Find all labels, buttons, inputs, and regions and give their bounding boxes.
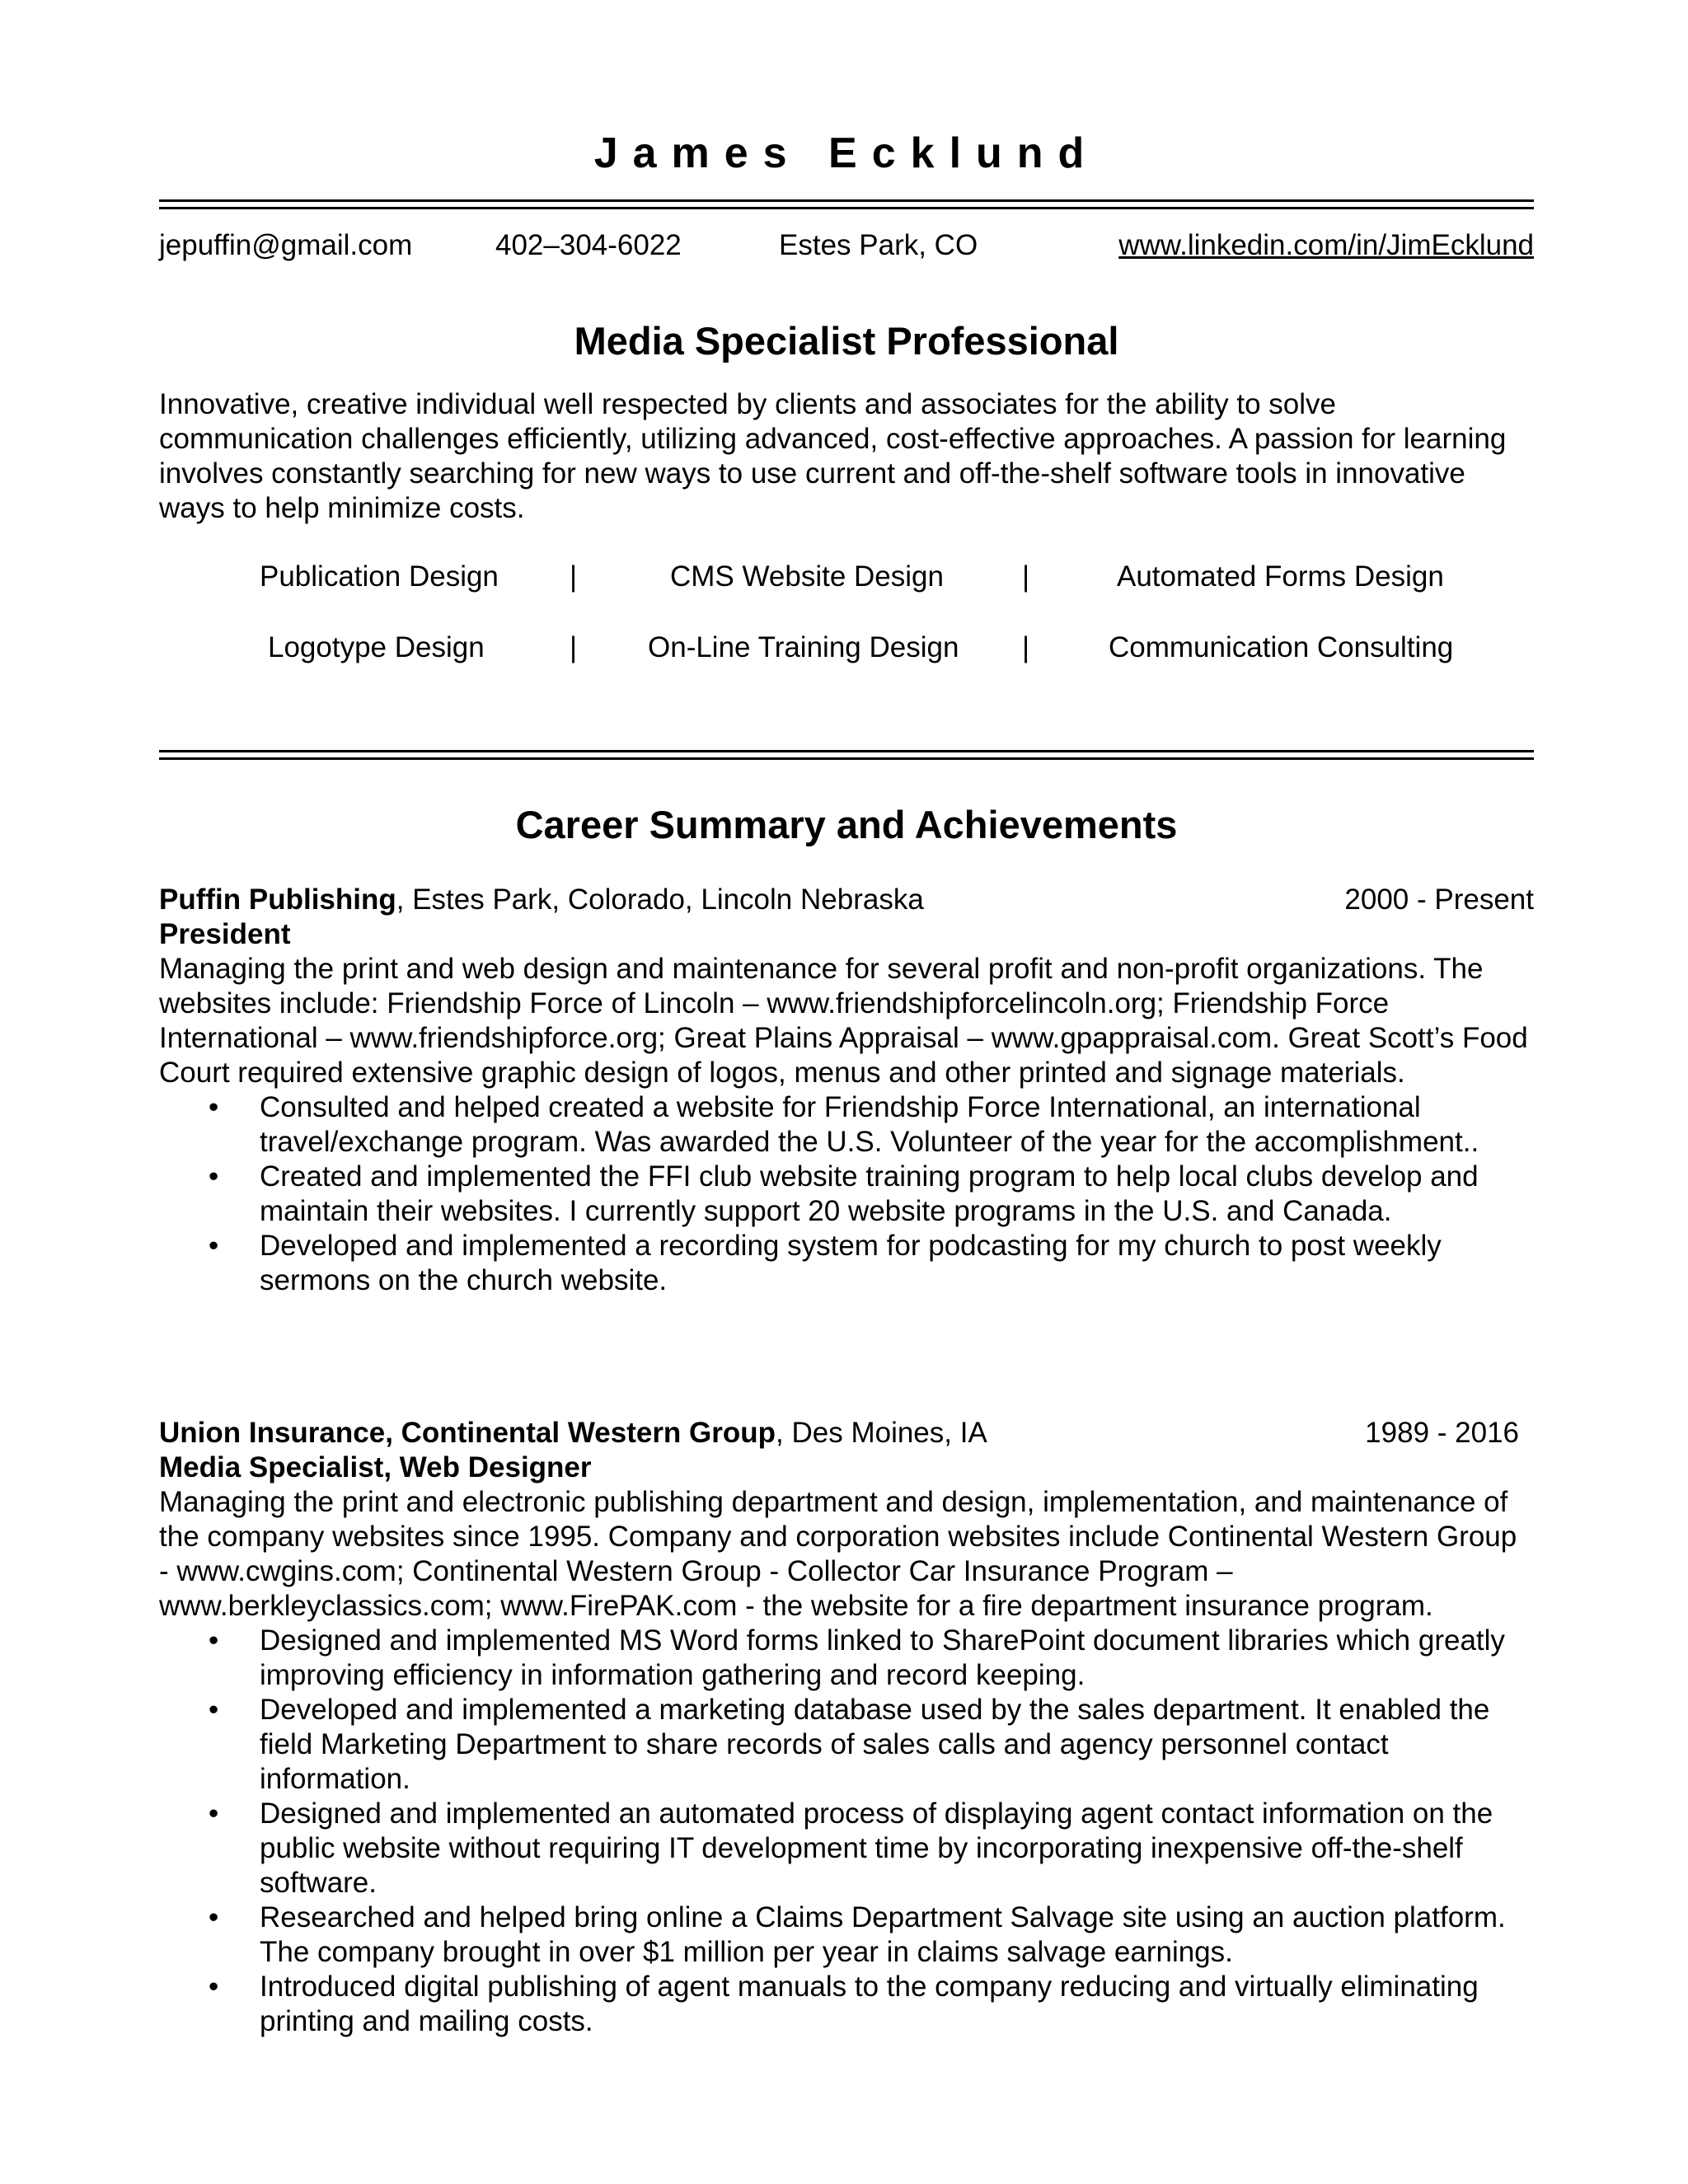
- skill-separator: |: [570, 631, 578, 663]
- linkedin-link[interactable]: www.linkedin.com/in/JimEcklund: [1118, 229, 1534, 261]
- skill-separator: |: [1022, 631, 1030, 663]
- achievement-item: • Developed and implemented a recording system for podcasting for my church to post weekly sermons on the church website.: [159, 1229, 1526, 1298]
- job-role: Media Specialist, Web Designer: [159, 1451, 592, 1483]
- job-dates: 2000 - Present: [1344, 883, 1534, 916]
- achievement-item: • Designed and implemented an automated process of displaying agent contact information on the public website without requiring IT development time by incorporating inexpensive off-the-shelf software.: [159, 1797, 1526, 1900]
- job-description: Managing the print and electronic publishing department and design, implementation, and maintenance of the company websites since 1995. Company and corporation websites include Continental Western Group - www.cwgins.com; Continental Western Group - Collector Car Insurance Program – www.berkleyclassics.com; www.FirePAK.com - the website for a fire department insurance program.: [159, 1486, 1517, 1622]
- skill-item: CMS Website Design: [670, 560, 944, 593]
- company-name: Puffin Publishing: [159, 883, 396, 916]
- section-divider: [159, 750, 1534, 760]
- company-name: Union Insurance, Continental Western Group: [159, 1417, 776, 1449]
- profile-summary: Innovative, creative individual well respected by clients and associates for the ability to solve communication challenges efficiently, utilizing advanced, cost-effective approaches. A passion for learning involves constantly searching for new ways to use current and off-the-shelf software tools in innovative ways to help minimize costs.: [159, 388, 1507, 524]
- achievement-item: • Researched and helped bring online a Claims Department Salvage site using an auction platform. The company brought in over $1 million per year in claims salvage earnings.: [159, 1900, 1526, 1970]
- job-header: [159, 883, 1534, 917]
- skill-item: Publication Design: [260, 560, 499, 593]
- contact-line: [159, 227, 1534, 264]
- achievement-item: • Introduced digital publishing of agent manuals to the company reducing and virtually eliminating printing and mailing costs.: [159, 1970, 1526, 2039]
- skills-row: [159, 630, 1534, 701]
- profile-title: Media Specialist Professional: [574, 319, 1119, 363]
- skill-item: Automated Forms Design: [1117, 560, 1444, 593]
- career-heading: Career Summary and Achievements: [515, 803, 1178, 846]
- achievement-list: [159, 1090, 1534, 1298]
- skill-separator: |: [570, 560, 578, 593]
- header-divider: [159, 199, 1534, 209]
- job-role: President: [159, 918, 291, 950]
- skill-separator: |: [1022, 560, 1030, 593]
- achievement-list: [159, 1624, 1534, 2039]
- job-description: Managing the print and web design and maintenance for several profit and non-profit organizations. The websites include: Friendship Force of Lincoln – www.friendshipforcelincoln.org; Friendship Force International – www.friendshipforce.org; Great Plains Appraisal – www.gpappraisal.com. Great Scott’s Food Court required extensive graphic design of logos, menus and other printed and signage materials.: [159, 953, 1528, 1089]
- email-text: jepuffin@gmail.com: [159, 229, 413, 261]
- skills-grid: [159, 559, 1534, 701]
- job-dates: 1989 - 2016: [1365, 1417, 1519, 1449]
- phone-text: 402–304-6022: [495, 229, 682, 261]
- job-entry: [159, 1416, 1534, 2039]
- company-location: , Des Moines, IA: [776, 1417, 987, 1449]
- skill-item: On-Line Training Design: [648, 631, 959, 663]
- skills-row: [159, 559, 1534, 630]
- achievement-item: • Developed and implemented a marketing database used by the sales department. It enabled the field Marketing Department to share records of sales calls and agency personnel contact information.: [159, 1693, 1526, 1797]
- skill-item: Communication Consulting: [1109, 631, 1454, 663]
- job-entry: [159, 883, 1534, 1298]
- achievement-item: • Consulted and helped created a website for Friendship Force International, an international travel/exchange program. Was awarded the U.S. Volunteer of the year for the accomplishment..: [159, 1090, 1526, 1160]
- skill-item: Logotype Design: [268, 631, 485, 663]
- candidate-name: James Ecklund: [593, 129, 1100, 177]
- location-text: Estes Park, CO: [779, 229, 978, 261]
- company-location: , Estes Park, Colorado, Lincoln Nebraska: [396, 883, 924, 916]
- achievement-item: • Designed and implemented MS Word forms linked to SharePoint document libraries which greatly improving efficiency in information gathering and record keeping.: [159, 1624, 1526, 1693]
- job-header: [159, 1416, 1534, 1451]
- achievement-item: • Created and implemented the FFI club website training program to help local clubs develop and maintain their websites. I currently support 20 website programs in the U.S. and Canada.: [159, 1160, 1526, 1229]
